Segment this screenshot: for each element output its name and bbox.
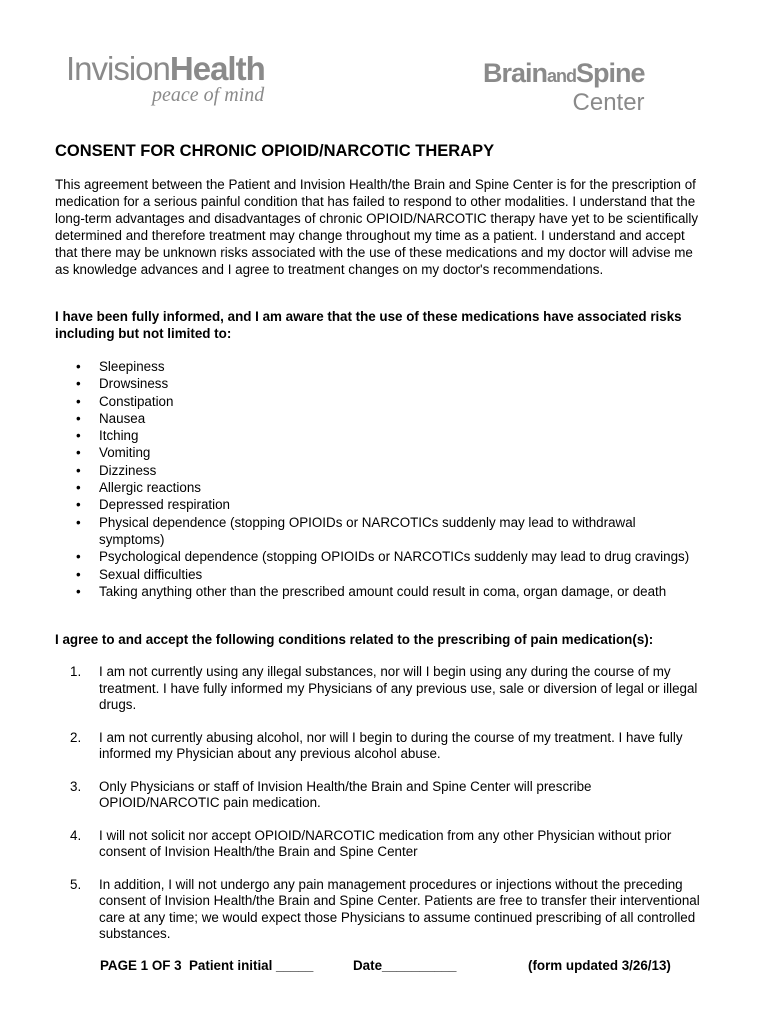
risk-text: Psychological dependence (stopping OPIOIDs or NARCOTICs suddenly may lead to drug cravings): [99, 549, 690, 565]
condition-text: In addition, I will not undergo any pain management procedures or injections without the preceding consent of Invision Health/the Brain and Spine Center. Patients are free to transfer their interventional care at any time; we would expect those Physicians to assume continued prescribing of all controlled substances.: [99, 876, 700, 941]
risk-item: [55, 496, 700, 513]
risks-heading: I have been fully informed, and I am aware that the use of these medications have associated risks including but not limited to:: [55, 309, 682, 341]
bullet-icon: •: [76, 376, 81, 392]
condition-number: 4.: [70, 827, 82, 843]
bullet-icon: •: [76, 549, 81, 565]
bullet-icon: •: [76, 359, 81, 374]
risk-text: Taking anything other than the prescribed amount could result in coma, organ damage, or death: [99, 583, 667, 599]
risk-item: [55, 410, 700, 427]
logo-text-spine: Spine: [576, 58, 645, 88]
form-updated-date: (form updated 3/26/13): [528, 958, 671, 973]
logo-text-brain: Brain: [483, 58, 548, 88]
logo-text-invision: Invision: [66, 50, 170, 87]
risk-text: Depressed respiration: [99, 497, 230, 513]
risk-item: [55, 462, 700, 479]
bullet-icon: •: [76, 566, 81, 582]
patient-initial-field[interactable]: Patient initial _____: [189, 958, 314, 973]
bullet-icon: •: [76, 583, 81, 599]
document-title: CONSENT FOR CHRONIC OPIOID/NARCOTIC THERAPY: [55, 142, 495, 160]
condition-text: Only Physicians or staff of Invision Health/the Brain and Spine Center will prescribe OPIOID/NARCOTIC pain medication.: [99, 778, 592, 810]
risk-text: Sexual difficulties: [99, 566, 203, 582]
bullet-icon: •: [76, 480, 81, 496]
risk-item: [55, 583, 700, 600]
risk-item: [55, 444, 700, 461]
bullet-icon: •: [76, 497, 81, 513]
risk-text: Vomiting: [99, 445, 151, 461]
risk-text: Dizziness: [99, 462, 157, 478]
risk-item: [55, 479, 700, 496]
logo-text-health: Health: [169, 50, 265, 87]
risk-text: Drowsiness: [99, 376, 169, 392]
risk-text: Physical dependence (stopping OPIOIDs or NARCOTICs suddenly may lead to withdrawal symptoms): [99, 514, 636, 547]
condition-item: [55, 828, 700, 861]
risk-item: [55, 514, 700, 549]
risk-text: Sleepiness: [99, 359, 165, 374]
condition-item: [55, 877, 700, 943]
risk-item: [55, 548, 700, 565]
page-number: PAGE 1 OF 3: [100, 958, 182, 973]
bullet-icon: •: [76, 445, 81, 461]
condition-number: 2.: [70, 729, 82, 745]
condition-text: I will not solicit nor accept OPIOID/NARCOTIC medication from any other Physician without prior consent of Invision Health/the Brain and Spine Center: [99, 827, 672, 859]
bullet-icon: •: [76, 428, 81, 444]
condition-number: 3.: [70, 778, 82, 794]
logo-text-and: and: [547, 66, 577, 86]
conditions-heading: I agree to and accept the following conditions related to the prescribing of pain medication(s):: [55, 632, 654, 647]
conditions-list: [55, 664, 700, 959]
date-field[interactable]: Date__________: [353, 958, 457, 973]
risk-text: Itching: [99, 428, 139, 444]
condition-number: 5.: [70, 876, 82, 892]
risk-text: Nausea: [99, 410, 146, 426]
bullet-icon: •: [76, 393, 81, 409]
condition-item: [55, 779, 700, 812]
brain-and-spine-center-logo: [483, 58, 645, 115]
bullet-icon: •: [76, 514, 81, 530]
risk-item: [55, 358, 700, 375]
risk-item: [55, 375, 700, 392]
condition-number: 1.: [70, 664, 82, 679]
bullet-icon: •: [76, 462, 81, 478]
risk-item: [55, 393, 700, 410]
condition-item: [55, 730, 700, 763]
condition-text: I am not currently using any illegal substances, nor will I begin using any during the course of my treatment. I have fully informed my Physicians of any previous use, sale or diversion of legal or illegal drugs.: [99, 664, 698, 712]
risks-list: [55, 358, 700, 600]
logo-text-center: Center: [572, 89, 645, 116]
logo-tagline: peace of mind: [152, 84, 265, 106]
intro-paragraph: This agreement between the Patient and Invision Health/the Brain and Spine Center is for the prescription of medication for a serious painful condition that has failed to respond to other modalities. I understand that the long-term advantages and disadvantages of chronic OPIOID/NARCOTIC therapy have yet to be scientifically determined and therefore treatment may change throughout my time as a patient. I understand and accept that there may be unknown risks associated with the use of these medications and my doctor will advise me as knowledge advances and I agree to treatment changes on my doctor's recommendations.: [55, 177, 699, 277]
condition-item: [55, 664, 700, 714]
bullet-icon: •: [76, 410, 81, 426]
risk-text: Constipation: [99, 393, 174, 409]
invision-health-logo: [66, 50, 265, 106]
risk-item: [55, 427, 700, 444]
condition-text: I am not currently abusing alcohol, nor will I begin to during the course of my treatment. I have fully informed my Physician about any previous alcohol abuse.: [99, 729, 683, 761]
risk-text: Allergic reactions: [99, 480, 201, 496]
risk-item: [55, 566, 700, 583]
